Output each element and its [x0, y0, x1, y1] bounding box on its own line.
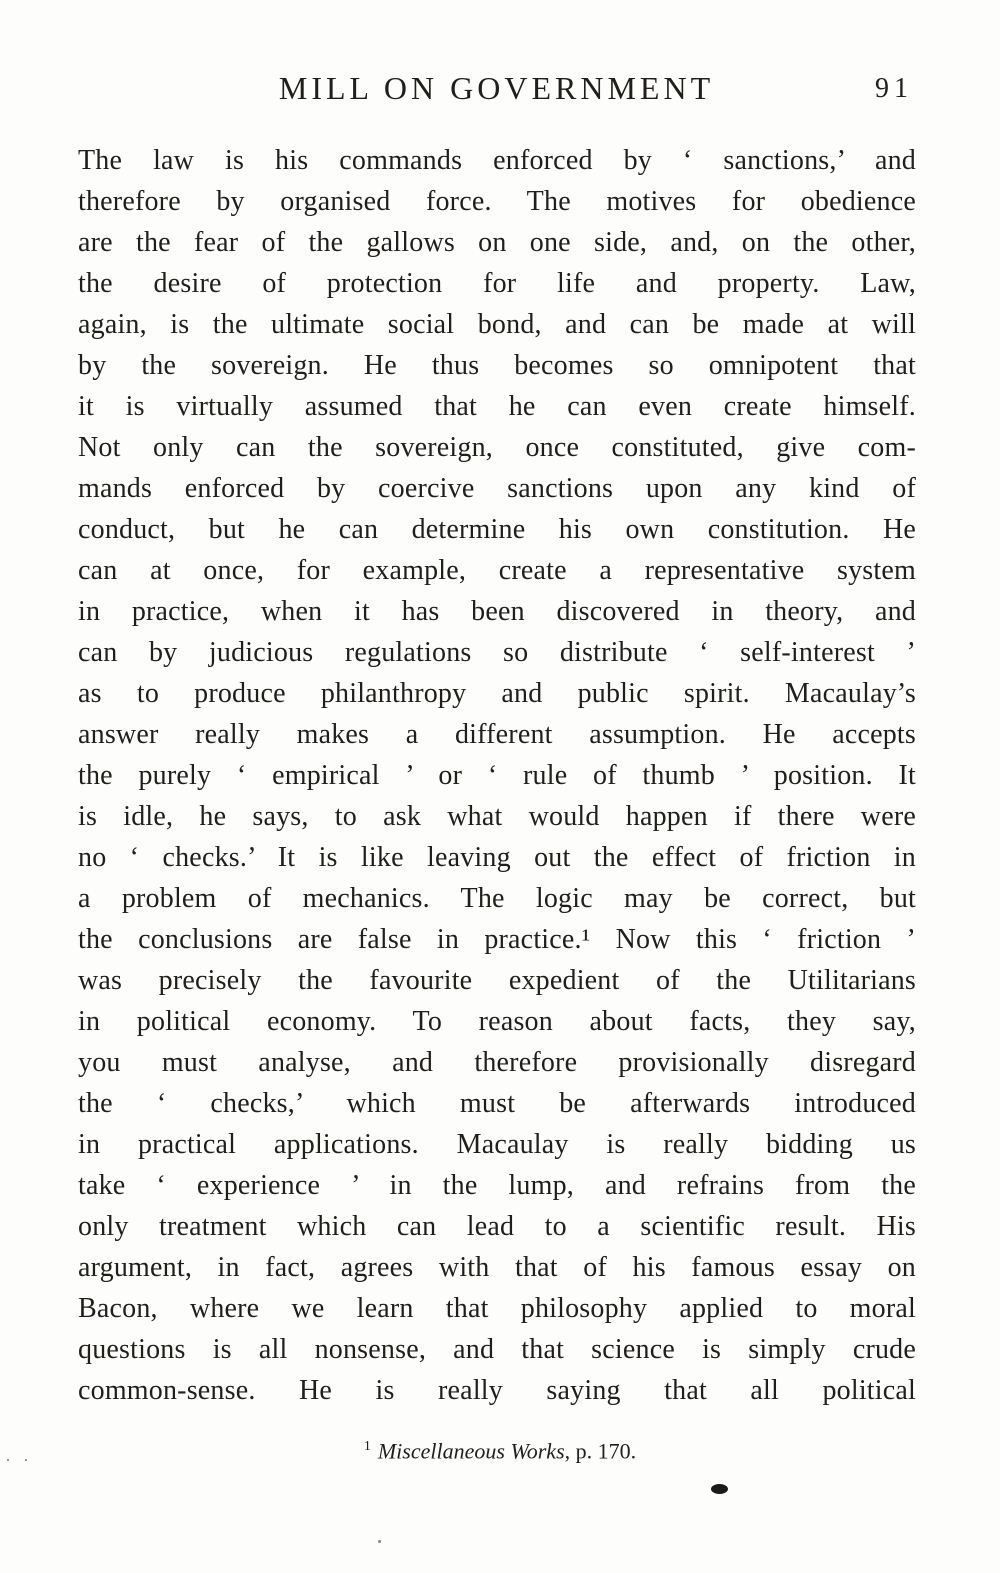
text-line: the conclusions are false in practice.¹ Now this ‘ friction ’ [78, 924, 916, 955]
footnote-page-ref: , p. 170. [564, 1438, 637, 1464]
scan-artifact-margin-dots: . . [6, 1448, 33, 1465]
text-line: as to produce philanthropy and public spirit. Macaulay’s [78, 678, 916, 709]
text-line: the purely ‘ empirical ’ or ‘ rule of thumb ’ position. It [78, 760, 916, 791]
text-line: again, is the ultimate social bond, and can be made at will [78, 309, 916, 340]
text-line: only treatment which can lead to a scientific result. His [78, 1211, 916, 1242]
footnote-work-title: Miscellaneous Works [377, 1438, 565, 1464]
text-line: in practice, when it has been discovered in theory, and [78, 596, 916, 627]
text-line: mands enforced by coercive sanctions upon any kind of [78, 473, 916, 504]
scan-artifact-ink-dot [711, 1484, 728, 1494]
text-line: The law is his commands enforced by ‘ sanctions,’ and [78, 145, 916, 176]
scan-artifact-speck [378, 1540, 381, 1543]
text-line: the desire of protection for life and property. Law, [78, 268, 916, 299]
text-line: in political economy. To reason about facts, they say, [78, 1006, 916, 1037]
text-line: answer really makes a different assumption. He accepts [78, 719, 916, 750]
text-line: Not only can the sovereign, once constituted, give com- [78, 432, 916, 463]
text-line: it is virtually assumed that he can even create himself. [78, 391, 916, 422]
text-line: can at once, for example, create a representative system [78, 555, 916, 586]
text-line: Bacon, where we learn that philosophy applied to moral [78, 1293, 916, 1324]
text-line: no ‘ checks.’ It is like leaving out the effect of friction in [78, 842, 916, 873]
text-line: a problem of mechanics. The logic may be correct, but [78, 883, 916, 914]
footnote [0, 1432, 1000, 1466]
footnote-marker: 1 [363, 1439, 371, 1454]
body-text [78, 140, 916, 1411]
text-line: therefore by organised force. The motives for obedience [78, 186, 916, 217]
text-line: conduct, but he can determine his own constitution. He [78, 514, 916, 545]
text-line: are the fear of the gallows on one side, and, on the other, [78, 227, 916, 258]
text-line: argument, in fact, agrees with that of his famous essay on [78, 1252, 916, 1283]
text-line: was precisely the favourite expedient of the Utilitarians [78, 965, 916, 996]
text-line: in practical applications. Macaulay is really bidding us [78, 1129, 916, 1160]
page-number: 91 [875, 73, 913, 104]
text-line: questions is all nonsense, and that science is simply crude [78, 1334, 916, 1365]
text-line: take ‘ experience ’ in the lump, and refrains from the [78, 1170, 916, 1201]
text-line: is idle, he says, to ask what would happen if there were [78, 801, 916, 832]
text-line: the ‘ checks,’ which must be afterwards introduced [78, 1088, 916, 1119]
running-title: MILL ON GOVERNMENT [278, 70, 715, 106]
text-line: can by judicious regulations so distribute ‘ self-interest ’ [78, 637, 916, 668]
page-header [78, 70, 915, 114]
text-line: common-sense. He is really saying that all political [78, 1375, 916, 1406]
text-line: by the sovereign. He thus becomes so omnipotent that [78, 350, 916, 381]
text-line: you must analyse, and therefore provisionally disregard [78, 1047, 916, 1078]
